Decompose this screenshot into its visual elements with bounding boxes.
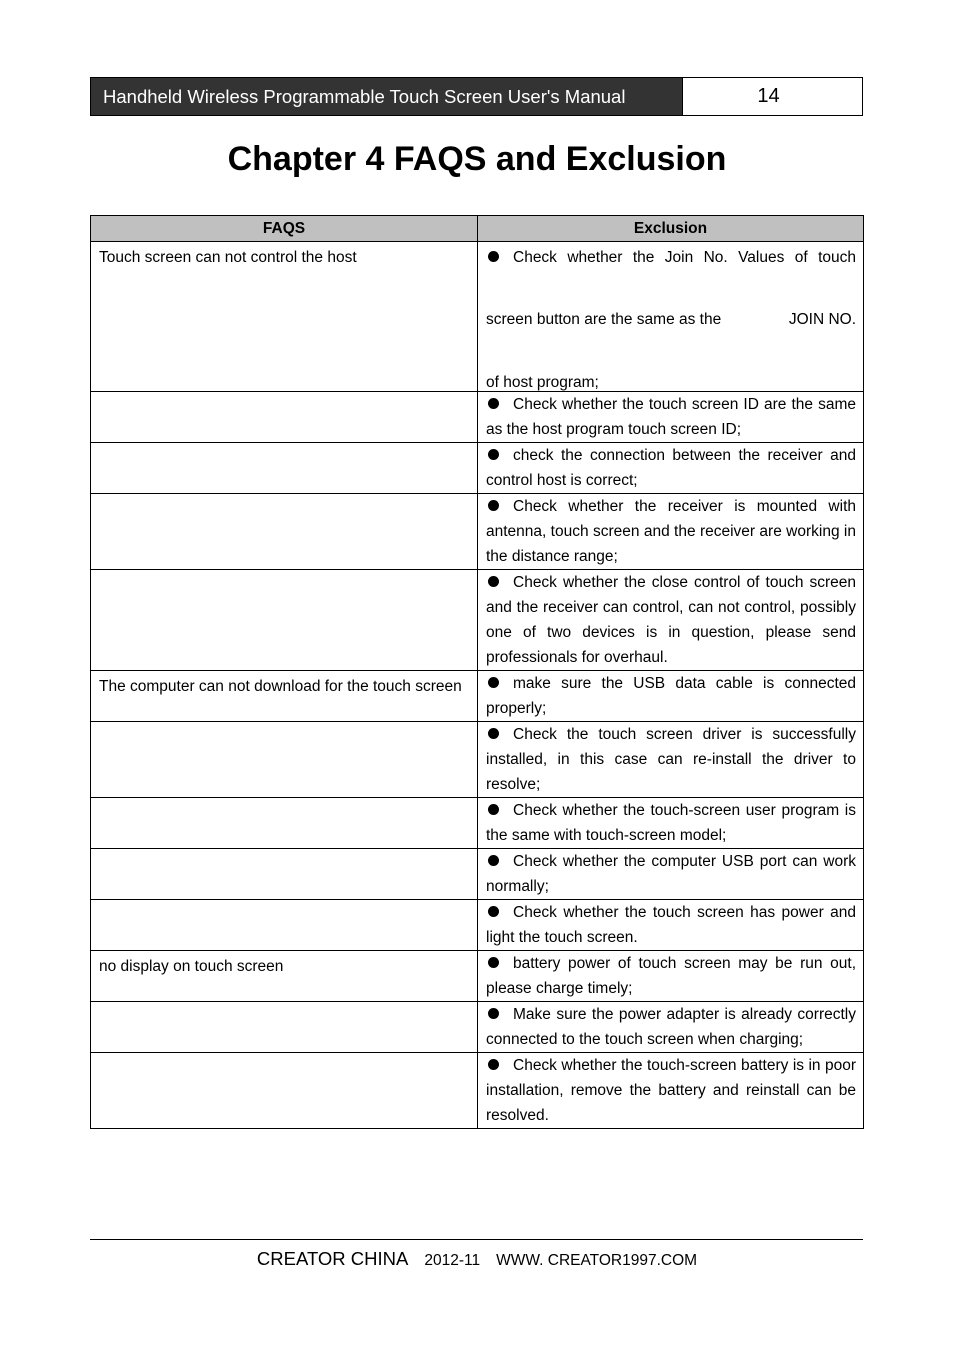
table-row <box>91 671 864 722</box>
exclusion-cell: Check whether the touch screen has power and light the touch screen. <box>478 900 864 951</box>
footer-divider <box>90 1239 863 1240</box>
table-row <box>91 1053 864 1129</box>
faq-cell <box>91 392 478 443</box>
exclusion-cell: check the connection between the receiver and control host is correct; <box>478 443 864 494</box>
column-header-faqs: FAQS <box>91 216 478 242</box>
table-row <box>91 900 864 951</box>
bullet-icon <box>488 728 499 739</box>
faq-cell <box>91 494 478 570</box>
chapter-title: Chapter 4 FAQS and Exclusion <box>227 140 727 178</box>
faq-cell <box>91 722 478 798</box>
bullet-icon <box>488 576 499 587</box>
exclusion-cell: Check whether the close control of touch screen and the receiver can control, can not control, possibly one of two devices is in question, please send professionals for overhaul. <box>478 570 864 671</box>
faq-cell <box>91 443 478 494</box>
exclusion-cell: battery power of touch screen may be run out, please charge timely; <box>478 951 864 1002</box>
exclusion-cell: Check the touch screen driver is successfully installed, in this case can re-install the driver to resolve; <box>478 722 864 798</box>
page-footer <box>0 1248 954 1270</box>
footer-website: WWW. CREATOR1997.COM <box>496 1252 698 1269</box>
bullet-icon <box>488 957 499 968</box>
bullet-icon <box>488 906 499 917</box>
faq-cell <box>91 570 478 671</box>
bullet-icon <box>488 398 499 409</box>
bullet-icon <box>488 804 499 815</box>
exclusion-cell: Check whether the touch screen ID are the same as the host program touch screen ID; <box>478 392 864 443</box>
table-row <box>91 1002 864 1053</box>
faq-cell: Touch screen can not control the host <box>91 242 478 392</box>
table-row <box>91 242 864 392</box>
bullet-icon <box>488 449 499 460</box>
page-header <box>90 77 863 116</box>
column-header-exclusion: Exclusion <box>478 216 864 242</box>
faq-cell <box>91 1002 478 1053</box>
exclusion-cell: Check whether the computer USB port can work normally; <box>478 849 864 900</box>
table-header-row <box>91 216 864 242</box>
faq-cell <box>91 900 478 951</box>
bullet-icon <box>488 251 499 262</box>
exclusion-cell: Make sure the power adapter is already correctly connected to the touch screen when charging; <box>478 1002 864 1053</box>
bullet-icon <box>488 500 499 511</box>
faq-cell: The computer can not download for the touch screen <box>91 671 478 722</box>
bullet-icon <box>488 1008 499 1019</box>
bullet-icon <box>488 1059 499 1070</box>
faq-table <box>90 215 864 1129</box>
footer-date: 2012-11 <box>424 1252 481 1269</box>
table-row <box>91 951 864 1002</box>
table-row <box>91 443 864 494</box>
faq-cell <box>91 1053 478 1129</box>
exclusion-cell: make sure the USB data cable is connected properly; <box>478 671 864 722</box>
exclusion-cell: Check whether the receiver is mounted with antenna, touch screen and the receiver are working in the distance range; <box>478 494 864 570</box>
manual-title: Handheld Wireless Programmable Touch Screen User's Manual <box>91 78 683 115</box>
faq-cell: no display on touch screen <box>91 951 478 1002</box>
table-row <box>91 392 864 443</box>
faq-cell <box>91 798 478 849</box>
table-row <box>91 798 864 849</box>
table-row <box>91 722 864 798</box>
exclusion-cell: Check whether the Join No. Values of touch screen button are the same as the JOIN NO. of host program; <box>478 242 864 392</box>
table-row <box>91 494 864 570</box>
table-row <box>91 849 864 900</box>
footer-brand: CREATOR CHINA <box>256 1248 409 1269</box>
exclusion-cell: Check whether the touch-screen user program is the same with touch-screen model; <box>478 798 864 849</box>
faq-cell <box>91 849 478 900</box>
bullet-icon <box>488 677 499 688</box>
page-number: 14 <box>757 85 780 107</box>
exclusion-cell: Check whether the touch-screen battery is in poor installation, remove the battery and reinstall can be resolved. <box>478 1053 864 1129</box>
bullet-icon <box>488 855 499 866</box>
table-row <box>91 570 864 671</box>
